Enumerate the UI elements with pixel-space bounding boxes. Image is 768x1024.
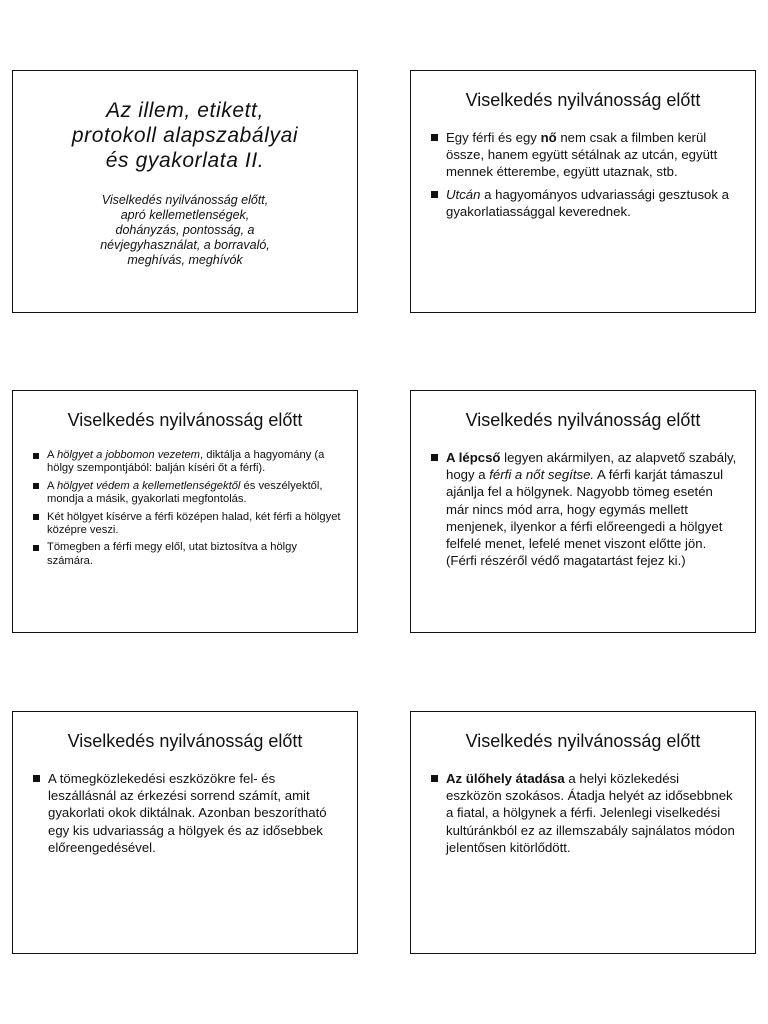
bullet-list: [431, 770, 737, 861]
slide-6: [410, 711, 756, 954]
slide-cover: [12, 70, 358, 313]
bullet-list: [431, 129, 737, 225]
bullet-list: [33, 449, 343, 572]
cover-title-line: Az illem, etikett,: [106, 99, 264, 122]
slide-3: [12, 390, 358, 633]
bullet-list: [33, 770, 339, 861]
cover-subtitle: [53, 193, 317, 268]
bullet-item: A lépcső legyen akármilyen, az alapvető szabály, hogy a férfi a nőt segítse. A férfi karját támaszul ajánlja fel a hölgynek. Nagyobb tömeg esetén már nincs mód arra, hogy egymás mellett menjenek, ilyenkor a férfi előreengedi a hölgyet felfelé menet, lefelé menet viszont előtte jön. (Férfi részéről védő magatartást fejez ki.): [431, 449, 737, 569]
cover-title-line: protokoll alapszabályai: [71, 124, 299, 147]
bullet-list: [431, 449, 737, 574]
bullet-item: Két hölgyet kísérve a férfi középen halad, két férfi a hölgyet középre veszi.: [33, 511, 343, 538]
slide-title: Viselkedés nyilvánosság előtt: [465, 731, 701, 751]
slide-2: [410, 70, 756, 313]
bullet-item: Tömegben a férfi megy elől, utat biztosítva a hölgy számára.: [33, 541, 343, 568]
square-bullet-icon: [33, 514, 39, 520]
square-bullet-icon: [431, 454, 438, 461]
cover-subtitle-line: meghívás, meghívók: [127, 253, 243, 267]
cover-subtitle-line: Viselkedés nyilvánosság előtt,: [101, 193, 269, 207]
square-bullet-icon: [33, 483, 39, 489]
slide-5: [12, 711, 358, 954]
bullet-item: Utcán a hagyományos udvariassági gesztusok a gyakorlatiassággal keverednek.: [431, 186, 737, 220]
bullet-item: Az ülőhely átadása a helyi közlekedési eszközön szokásos. Átadja helyét az idősebbnek a fiatal, a hölgynek a férfi. Jelenlegi viselkedési kultúránkból ez az illemszabály sajnálatos módon jelentősen kitörlődött.: [431, 770, 737, 856]
bullet-item: A hölgyet védem a kellemetlenségektől és veszélyektől, mondja a másik, gyakorlati megfontolás.: [33, 480, 343, 507]
slide-title: Viselkedés nyilvánosság előtt: [67, 731, 303, 751]
slide-4: [410, 390, 756, 633]
cover-title: [23, 98, 347, 173]
square-bullet-icon: [431, 134, 438, 141]
bullet-item: Egy férfi és egy nő nem csak a filmben kerül össze, hanem együtt sétálnak az utcán, együtt mennek étterembe, együtt utaznak, stb.: [431, 129, 737, 181]
square-bullet-icon: [33, 453, 39, 459]
square-bullet-icon: [33, 775, 40, 782]
slide-title: Viselkedés nyilvánosság előtt: [465, 90, 701, 110]
bullet-item: A hölgyet a jobbomon vezetem, diktálja a hagyomány (a hölgy szempontjából: balján kíséri őt a férfi).: [33, 449, 343, 476]
slide-title: Viselkedés nyilvánosság előtt: [465, 410, 701, 430]
square-bullet-icon: [33, 545, 39, 551]
square-bullet-icon: [431, 775, 438, 782]
cover-subtitle-line: névjegyhasználat, a borravaló,: [100, 238, 270, 252]
bullet-item: A tömegközlekedési eszközökre fel- és leszállásnál az érkezési sorrend számít, amit gyakorlati okok diktálnak. Azonban beszorítható egy kis udvariasság a hölgyek és az idősebbek előreengedésével.: [33, 770, 339, 856]
cover-subtitle-line: dohányzás, pontosság, a: [115, 223, 255, 237]
slide-title: Viselkedés nyilvánosság előtt: [67, 410, 303, 430]
square-bullet-icon: [431, 191, 438, 198]
cover-title-line: és gyakorlata II.: [105, 149, 265, 172]
cover-subtitle-line: apró kellemetlenségek,: [120, 208, 250, 222]
